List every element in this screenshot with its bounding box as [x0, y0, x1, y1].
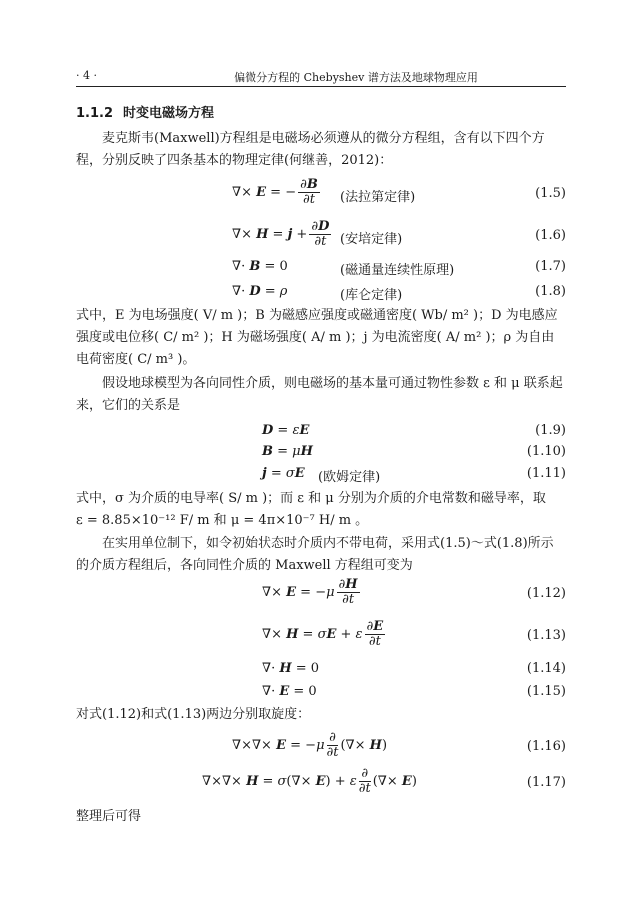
eq-number-1-10: (1.10) — [526, 444, 566, 459]
paragraph-practical-units: 在实用单位制下，如令初始状态时介质内不带电荷，采用式(1.5)～式(1.8)所示的介质方程组后，各向同性介质的 Maxwell 方程组可变为 — [76, 536, 554, 573]
eq-number-1-16: (1.16) — [526, 739, 566, 754]
eq-number-1-11: (1.11) — [526, 466, 566, 481]
paragraph-intro: 麦克斯韦(Maxwell)方程组是电磁场必须遵从的微分方程组，含有以下四个方程，分别反映了四条基本的物理定律(何继善，2012)： — [76, 131, 545, 168]
eq-number-1-15: (1.15) — [526, 684, 566, 699]
paragraph-constants: ε = 8.85×10⁻¹² F/ m 和 μ = 4π×10⁻⁷ H/ m 。 — [76, 513, 369, 528]
equation-1-14: ∇· H = 0 — [262, 661, 320, 676]
eq-number-1-8: (1.8) — [535, 284, 566, 299]
paragraph-isotropic: 假设地球模型为各向同性介质，则电磁场的基本量可通过物性参数 ε 和 μ 联系起来，它们的关系是 — [76, 376, 563, 413]
eq-number-1-7: (1.7) — [535, 259, 566, 274]
paragraph-conductivity: 式中，σ 为介质的电导率( S/ m )；而 ε 和 μ 分别为介质的介电常数和磁导率，取 — [76, 491, 546, 506]
header-rule — [76, 86, 566, 87]
section-title: 时变电磁场方程 — [123, 106, 215, 121]
eq-number-1-13: (1.13) — [526, 628, 566, 643]
paragraph-take-curl: 对式(1.12)和式(1.13)两边分别取旋度： — [76, 707, 311, 722]
law-ohm: (欧姆定律) — [318, 470, 381, 485]
eq-number-1-9: (1.9) — [535, 423, 566, 438]
eq-number-1-14: (1.14) — [526, 661, 566, 676]
law-flux-continuity: (磁通量连续性原理) — [340, 263, 455, 278]
law-faraday: (法拉第定律) — [340, 190, 416, 205]
equation-1-6: ∇× H = j + $\frac{\partial D}{\partial t}$ — [232, 219, 330, 249]
equation-1-15: ∇· E = 0 — [262, 684, 317, 699]
section-number: 1.1.2 — [76, 106, 114, 121]
equation-1-10: B = μH — [262, 444, 313, 459]
section-heading — [76, 102, 214, 121]
equation-1-11: j = σE — [262, 466, 305, 481]
page-number: · 4 · — [76, 69, 97, 82]
equation-1-16: ∇×∇× E = −μ $\frac{\partial}{\partial t}$ (∇× H) — [232, 730, 388, 760]
running-header — [76, 67, 566, 87]
equation-1-5: ∇× E = − $\frac{\partial B}{\partial t}$ — [232, 177, 318, 207]
equation-1-9: D = εE — [262, 423, 310, 438]
equation-1-7: ∇· B = 0 — [232, 259, 288, 274]
eq-number-1-6: (1.6) — [535, 228, 566, 243]
running-title: 偏微分方程的 Chebyshev 谱方法及地球物理应用 — [234, 71, 478, 84]
equation-1-17: ∇×∇× H = σ(∇× E) + ε $\frac{\partial}{\partial t}$ (∇× E) — [202, 766, 417, 796]
paragraph-symbols: 式中，E 为电场强度( V/ m )；B 为磁感应强度或磁通密度( Wb/ m² )；D 为电感应强度或电位移( C/ m² )；H 为磁场强度( A/ m )；j 为电流密度( A/ m² )；ρ 为自由电荷密度( C/ m³ )。 — [76, 308, 558, 367]
equation-1-13: ∇× H = σE + ε $\frac{\partial E}{\partial t}$ — [262, 619, 384, 649]
equation-1-12: ∇× E = −μ $\frac{\partial H}{\partial t}$ — [262, 577, 358, 607]
eq-number-1-12: (1.12) — [526, 586, 566, 601]
law-ampere: (安培定律) — [340, 232, 403, 247]
law-coulomb: (库仑定律) — [340, 288, 403, 303]
equation-1-8: ∇· D = ρ — [232, 284, 288, 299]
paragraph-rearrange: 整理后可得 — [76, 809, 142, 824]
eq-number-1-5: (1.5) — [535, 186, 566, 201]
eq-number-1-17: (1.17) — [526, 775, 566, 790]
